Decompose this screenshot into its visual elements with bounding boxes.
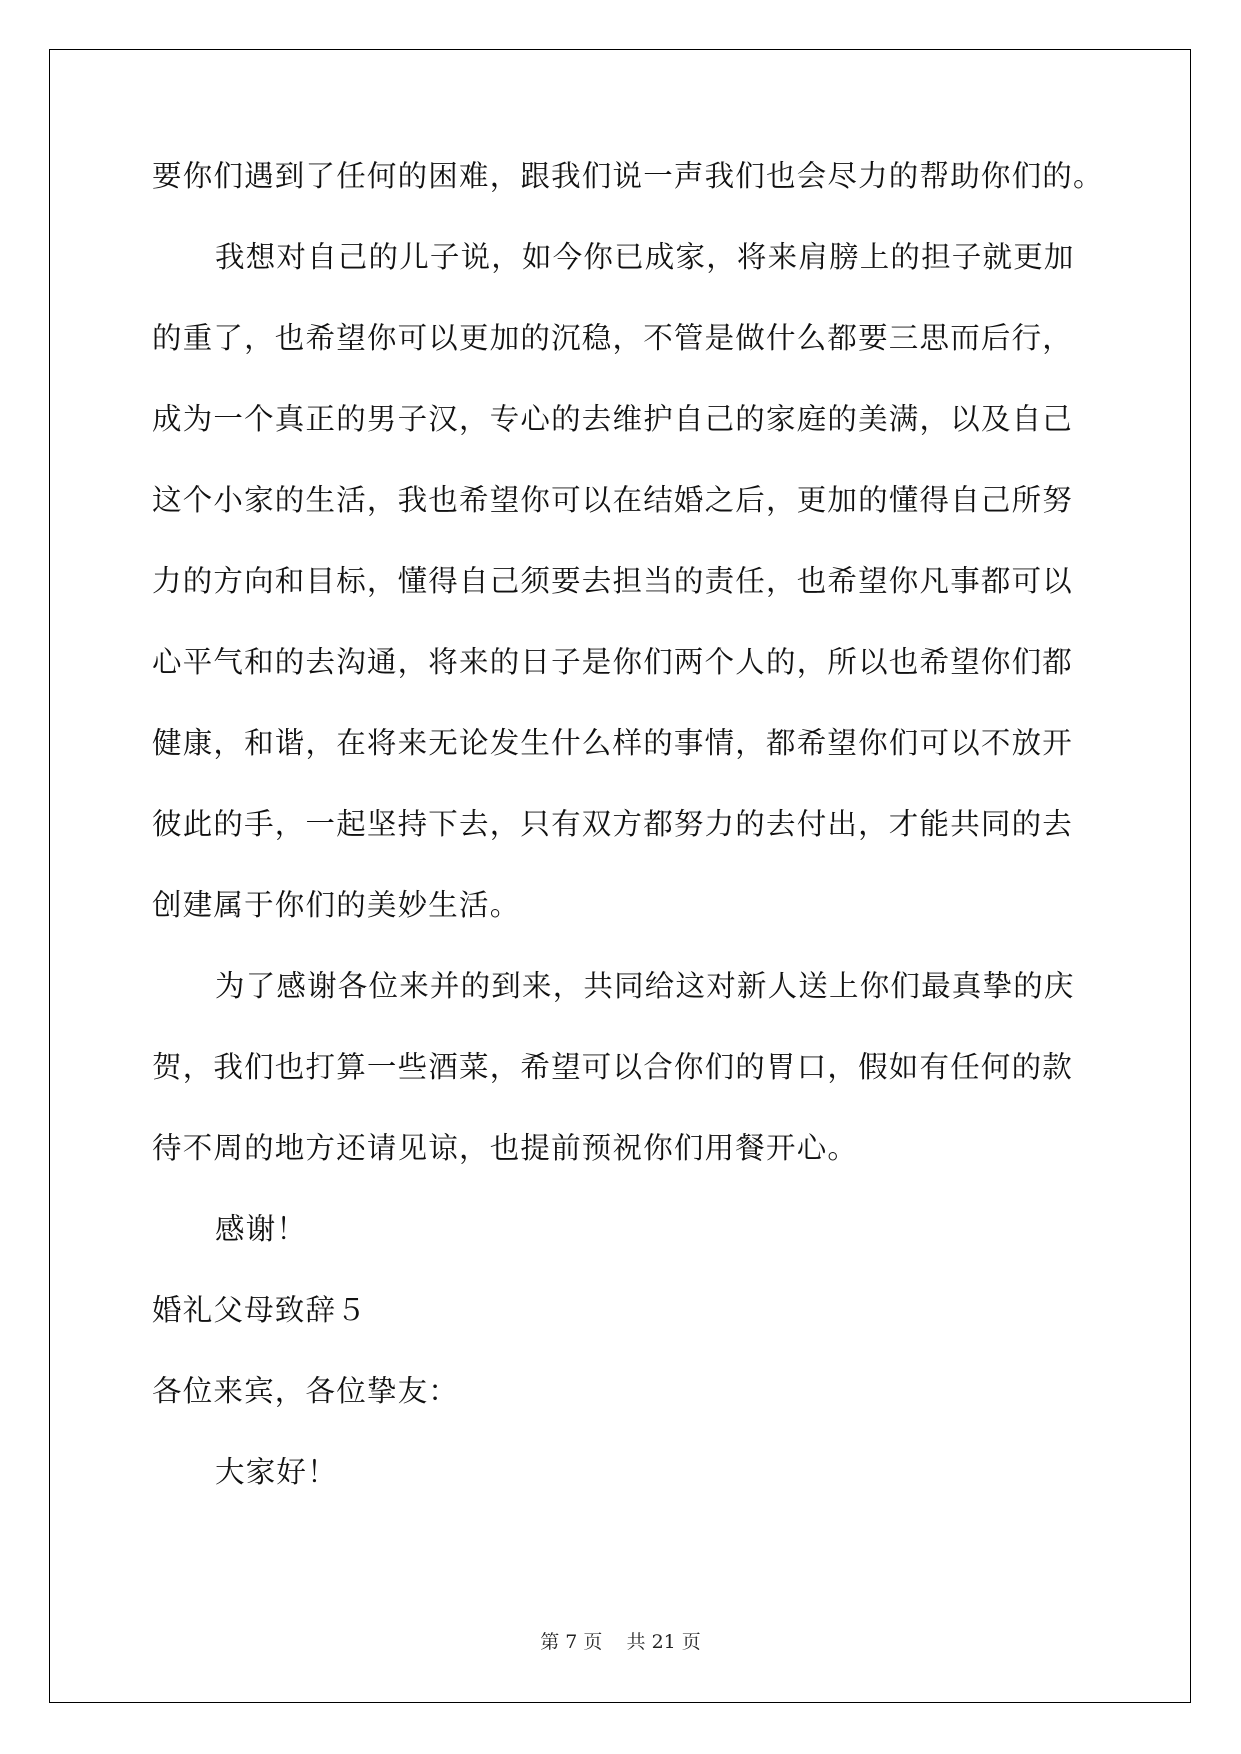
- text-line: 为了感谢各位来并的到来，共同给这对新人送上你们最真挚的庆: [215, 969, 1075, 1003]
- text-line: 的重了，也希望你可以更加的沉稳，不管是做什么都要三思而后行，: [152, 321, 1074, 355]
- text-line: 彼此的手，一起坚持下去，只有双方都努力的去付出，才能共同的去: [152, 807, 1074, 841]
- text-line: 这个小家的生活，我也希望你可以在结婚之后，更加的懂得自己所努: [152, 483, 1074, 517]
- text-line: 心平气和的去沟通，将来的日子是你们两个人的，所以也希望你们都: [152, 645, 1074, 679]
- page-number-footer: 第 7 页 共 21 页: [540, 1631, 701, 1653]
- text-line: 力的方向和目标，懂得自己须要去担当的责任，也希望你凡事都可以: [152, 564, 1074, 598]
- section-heading: 婚礼父母致辞５: [152, 1293, 367, 1327]
- text-line: 成为一个真正的男子汉，专心的去维护自己的家庭的美满，以及自己: [152, 402, 1074, 436]
- text-line: 感谢！: [215, 1212, 308, 1246]
- text-line: 我想对自己的儿子说，如今你已成家，将来肩膀上的担子就更加: [215, 240, 1075, 274]
- text-line: 待不周的地方还请见谅，也提前预祝你们用餐开心。: [152, 1131, 859, 1165]
- text-line: 健康，和谐，在将来无论发生什么样的事情，都希望你们可以不放开: [152, 726, 1074, 760]
- text-line: 创建属于你们的美妙生活。: [152, 888, 521, 922]
- greeting: 大家好！: [215, 1455, 338, 1489]
- text-line: 要你们遇到了任何的困难，跟我们说一声我们也会尽力的帮助你们的。: [152, 159, 1104, 193]
- text-line: 贺，我们也打算一些酒菜，希望可以合你们的胃口，假如有任何的款: [152, 1050, 1074, 1084]
- salutation: 各位来宾，各位挚友：: [152, 1374, 460, 1408]
